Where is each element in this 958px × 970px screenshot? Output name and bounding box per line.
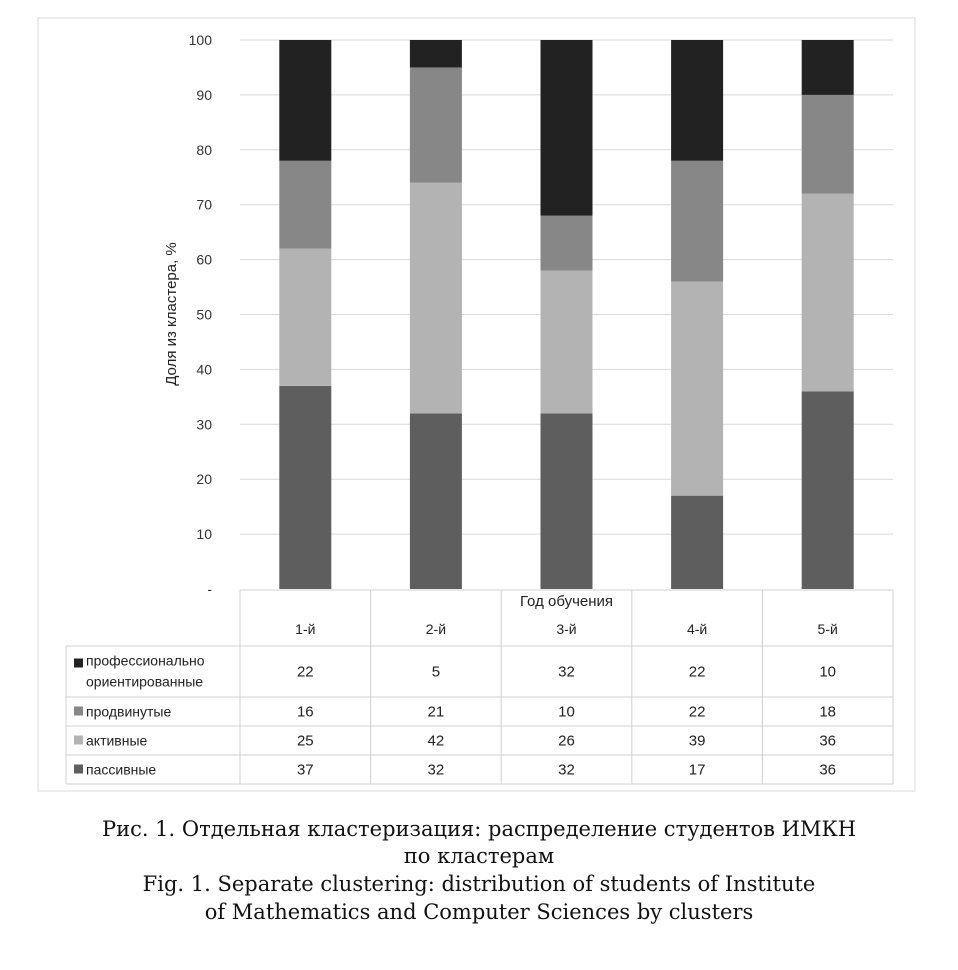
bar-segment	[802, 40, 854, 95]
legend-label: пассивные	[86, 761, 157, 778]
caption-en-line2: of Mathematics and Computer Sciences by clusters	[204, 900, 754, 924]
x-tick-label: 4-й	[686, 621, 708, 637]
bar-segment	[279, 386, 331, 589]
data-table-value: 5	[431, 663, 441, 681]
y-tick-label: 60	[196, 251, 212, 268]
bar-segment	[279, 40, 331, 161]
y-tick-label: 50	[196, 306, 212, 323]
bar-segment	[279, 249, 331, 386]
legend-label: ориентированные	[86, 673, 204, 690]
y-tick-label: 30	[196, 416, 212, 433]
legend-label: активные	[86, 732, 148, 749]
data-table-value: 37	[296, 761, 314, 779]
bar-segment	[671, 40, 723, 161]
data-table-value: 22	[688, 703, 706, 721]
data-table-value: 32	[427, 761, 445, 779]
data-table-value: 22	[688, 663, 706, 681]
x-tick-label: 5-й	[817, 621, 838, 637]
data-table-value: 26	[558, 732, 575, 750]
x-tick-label: 3-й	[556, 621, 577, 637]
y-tick-label: 90	[196, 86, 212, 103]
data-table-value: 39	[688, 732, 706, 750]
x-tick-label: 2-й	[425, 621, 447, 637]
y-tick-label: 100	[188, 32, 212, 48]
caption-ru-line1: Рис. 1. Отдельная кластеризация: распределение студентов ИМКН	[101, 817, 857, 841]
bar-segment	[541, 413, 593, 589]
y-tick-label: 80	[196, 141, 212, 158]
bar-segment	[410, 413, 462, 589]
y-tick-label: 20	[196, 471, 212, 488]
x-tick-label: 1-й	[295, 621, 316, 637]
data-table-value: 32	[558, 663, 575, 681]
y-tick-label: -	[207, 581, 212, 597]
bar-segment	[410, 40, 462, 67]
caption-en-line1: Fig. 1. Separate clustering: distribution of students of Institute	[142, 872, 816, 896]
legend-label: профессионально	[86, 652, 205, 669]
bar-segment	[802, 95, 854, 194]
bar-segment	[802, 194, 854, 392]
data-table-value: 10	[819, 663, 837, 681]
bar-segment	[541, 40, 593, 216]
data-table-value: 10	[558, 703, 575, 721]
data-table-value: 32	[558, 761, 575, 779]
bar-segment	[541, 271, 593, 414]
bar-segment	[279, 161, 331, 249]
caption-ru-line2: по кластерам	[403, 844, 555, 868]
bar-segment	[802, 391, 854, 589]
data-table-value: 17	[688, 761, 706, 779]
y-tick-label: 70	[196, 196, 212, 213]
bar-segment	[671, 161, 723, 282]
y-tick-label: 10	[196, 526, 212, 543]
bar-segment	[410, 183, 462, 414]
legend-swatch	[74, 707, 83, 716]
data-table-value: 36	[819, 732, 837, 750]
data-table-value: 18	[819, 703, 837, 721]
data-table-value: 21	[427, 703, 445, 721]
y-axis-label: Доля из кластера, %	[163, 242, 180, 386]
x-axis-label: Год обучения	[519, 593, 614, 610]
bar-segment	[410, 67, 462, 182]
legend-swatch	[74, 736, 83, 745]
bar-segment	[541, 216, 593, 271]
data-table-value: 36	[819, 761, 837, 779]
data-table-value: 42	[427, 732, 445, 750]
legend-swatch	[74, 765, 83, 774]
bar-segment	[671, 496, 723, 589]
y-tick-label: 40	[196, 361, 212, 378]
data-table-value: 25	[296, 732, 314, 750]
bar-segment	[671, 282, 723, 496]
legend-swatch	[74, 659, 83, 668]
legend-label: продвинутые	[86, 703, 172, 720]
data-table-value: 16	[296, 703, 314, 721]
data-table-value: 22	[296, 663, 314, 681]
